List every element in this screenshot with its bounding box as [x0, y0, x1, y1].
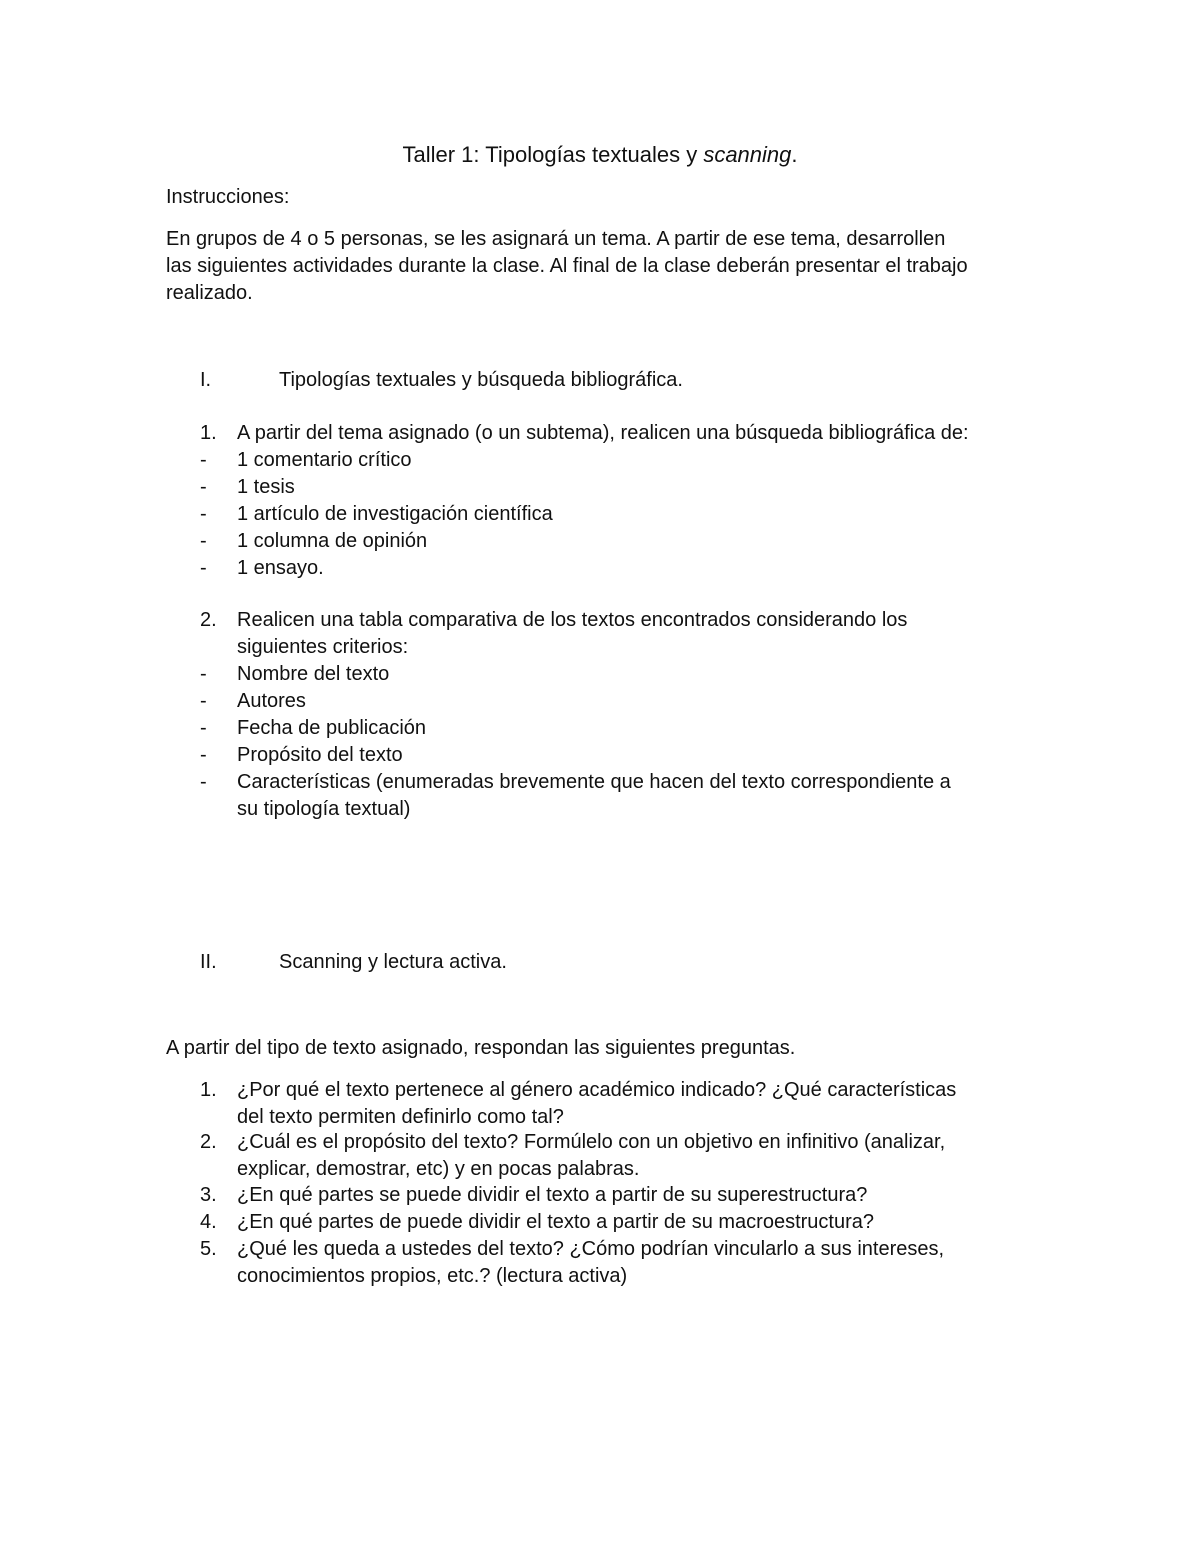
q2-bullet-dash: -: [200, 744, 207, 766]
q2-bullet-1: Nombre del texto: [237, 663, 390, 685]
q2-bullet-3: Fecha de publicación: [237, 717, 427, 739]
question-2-number: 2.: [200, 1131, 217, 1153]
q2-bullet-dash: -: [200, 717, 207, 739]
q2-line-1: Realicen una tabla comparativa de los textos encontrados considerando los: [237, 609, 908, 631]
q2-bullet-dash: -: [200, 690, 207, 712]
question-4-line-1: ¿En qué partes de puede dividir el texto a partir de su macroestructura?: [237, 1211, 875, 1233]
question-1-line-1: ¿Por qué el texto pertenece al género académico indicado? ¿Qué características: [237, 1079, 957, 1101]
q2-number: 2.: [200, 609, 217, 631]
question-5-number: 5.: [200, 1238, 217, 1260]
q2-bullet-5: Características (enumeradas brevemente que hacen del texto correspondiente a: [237, 771, 951, 793]
intro-line-2: las siguientes actividades durante la clase. Al final de la clase deberán presentar el trabajo: [166, 255, 968, 277]
instructions-label: Instrucciones:: [166, 186, 290, 208]
q1-bullet-2: 1 tesis: [237, 476, 295, 498]
intro-line-3: realizado.: [166, 282, 253, 304]
q2-bullet-dash: -: [200, 771, 207, 793]
q1-bullet-5: 1 ensayo.: [237, 557, 324, 579]
section2-heading: Scanning y lectura activa.: [279, 951, 507, 973]
q2-bullet-5-continuation: su tipología textual): [237, 798, 411, 820]
question-2-line-2: explicar, demostrar, etc) y en pocas palabras.: [237, 1158, 640, 1180]
q1-bullet-1: 1 comentario crítico: [237, 449, 412, 471]
question-1-line-2: del texto permiten definirlo como tal?: [237, 1106, 564, 1128]
q2-line-2: siguientes criterios:: [237, 636, 409, 658]
title-main: Taller 1: Tipologías textuales y: [402, 142, 704, 167]
q2-bullet-4: Propósito del texto: [237, 744, 403, 766]
intro-line-1: En grupos de 4 o 5 personas, se les asignará un tema. A partir de ese tema, desarrollen: [166, 228, 946, 250]
question-3-line-1: ¿En qué partes se puede dividir el texto a partir de su superestructura?: [237, 1184, 868, 1206]
q1-bullet-dash: -: [200, 476, 207, 498]
q1-bullet-dash: -: [200, 557, 207, 579]
q1-bullet-3: 1 artículo de investigación científica: [237, 503, 553, 525]
q2-bullet-2: Autores: [237, 690, 306, 712]
q1-bullet-dash: -: [200, 530, 207, 552]
q1-bullet-4: 1 columna de opinión: [237, 530, 428, 552]
question-2-line-1: ¿Cuál es el propósito del texto? Formúlelo con un objetivo en infinitivo (analizar,: [237, 1131, 946, 1153]
q1-text: A partir del tema asignado (o un subtema), realicen una búsqueda bibliográfica de:: [237, 422, 969, 444]
question-1-number: 1.: [200, 1079, 217, 1101]
question-3-number: 3.: [200, 1184, 217, 1206]
title-end: .: [791, 142, 798, 167]
question-5-line-2: conocimientos propios, etc.? (lectura activa): [237, 1265, 628, 1287]
q1-bullet-dash: -: [200, 503, 207, 525]
section1-heading: Tipologías textuales y búsqueda bibliográfica.: [279, 369, 683, 391]
section1-numeral: I.: [200, 369, 212, 391]
document-title: [0, 140, 1200, 170]
section2-intro: A partir del tipo de texto asignado, respondan las siguientes preguntas.: [166, 1037, 796, 1059]
title-italic: scanning: [703, 142, 792, 167]
question-4-number: 4.: [200, 1211, 217, 1233]
q2-bullet-dash: -: [200, 663, 207, 685]
question-5-line-1: ¿Qué les queda a ustedes del texto? ¿Cómo podrían vincularlo a sus intereses,: [237, 1238, 945, 1260]
q1-bullet-dash: -: [200, 449, 207, 471]
q1-number: 1.: [200, 422, 217, 444]
section2-numeral: II.: [200, 951, 217, 973]
